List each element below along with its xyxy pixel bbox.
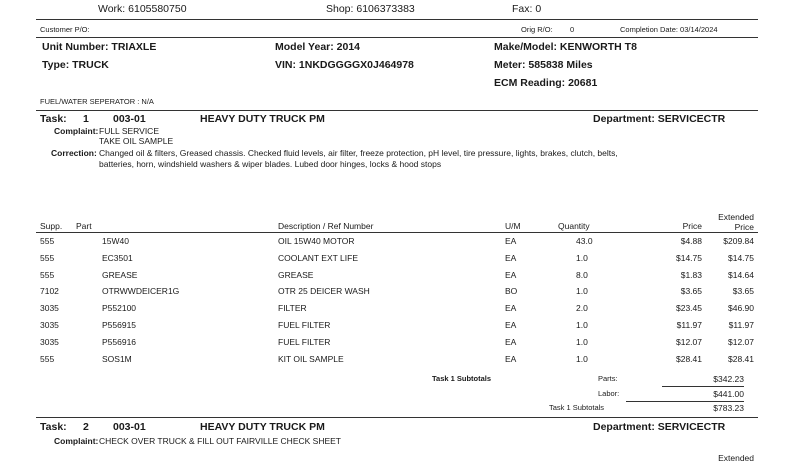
cell-extended-price: $28.41 [728,353,754,364]
labor-label: Labor: [598,389,620,398]
divider [36,19,758,20]
cell-part: P556916 [102,336,137,347]
parts-label: Parts: [598,374,618,383]
meter-reading: Meter: 585838 Miles [494,59,593,71]
task-code: 003-01 [113,113,146,125]
fuel-separator: FUEL/WATER SEPERATOR : N/A [40,97,154,106]
work-phone: Work: 6105580750 [98,3,187,15]
cell-extended-price: $11.97 [728,320,754,330]
complaint-label: Complaint: [54,436,99,446]
unit-number: Unit Number: TRIAXLE [42,41,157,53]
unit-type: Type: TRUCK [42,59,109,71]
make-model: Make/Model: KENWORTH T8 [494,41,637,53]
customer-po-label: Customer P/O: [40,25,90,34]
cell-description: KIT OIL SAMPLE [278,353,344,364]
subtotals-label: Task 1 Subtotals [432,374,492,383]
cell-part: P552100 [102,303,137,314]
task-label: Task: [40,113,67,125]
cell-quantity: 1.0 [576,320,588,330]
cell-part: OTRWWDEICER1G [102,286,180,297]
cell-quantity: 8.0 [576,269,588,280]
cell-um: EA [505,320,517,330]
cell-quantity: 1.0 [576,286,588,297]
table-row [0,337,798,351]
cell-price: $28.41 [676,353,702,364]
table-row [0,303,798,317]
cell-description: FUEL FILTER [278,336,331,347]
labor-subtotal: $441.00 [713,389,744,399]
cell-part: P556915 [102,320,137,330]
cell-supp: 3035 [40,303,59,314]
complaint-text: CHECK OVER TRUCK & FILL OUT FAIRVILLE CHECK SHEET [99,436,341,446]
complaint-text: FULL SERVICE [99,126,159,136]
col-quantity: Quantity [558,221,590,231]
cell-um: EA [505,236,517,246]
vin: VIN: 1NKDGGGGX0J464978 [275,59,414,71]
col-extended: Extended [718,453,754,463]
cell-supp: 555 [40,353,55,364]
cell-supp: 555 [40,236,55,246]
cell-extended-price: $14.64 [728,269,754,280]
col-extended-price: Price [734,222,754,232]
divider [36,232,758,233]
task-label: Task: [40,421,67,433]
table-row [0,270,798,284]
cell-um: EA [505,353,517,364]
shop-phone: Shop: 6106373383 [326,3,415,15]
cell-part: EC3501 [102,252,133,263]
cell-price: $3.65 [680,286,702,297]
cell-description: FUEL FILTER [278,320,331,330]
task-code: 003-01 [113,421,146,433]
cell-extended-price: $3.65 [732,286,754,297]
col-part: Part [76,221,92,231]
col-supp: Supp. [40,221,63,231]
divider [36,417,758,418]
cell-supp: 555 [40,252,55,263]
cell-um: EA [505,303,517,314]
cell-supp: 3035 [40,320,59,330]
cell-part: SOS1M [102,353,132,364]
cell-description: GREASE [278,269,314,280]
cell-supp: 555 [40,269,55,280]
table-row [0,354,798,368]
cell-extended-price: $14.75 [728,252,754,263]
completion-date: Completion Date: 03/14/2024 [620,25,718,34]
cell-description: FILTER [278,303,307,314]
department: Department: SERVICECTR [593,421,726,433]
cell-um: BO [505,286,518,297]
divider [662,386,744,387]
cell-quantity: 43.0 [576,236,593,246]
cell-quantity: 1.0 [576,252,588,263]
cell-quantity: 2.0 [576,303,588,314]
cell-part: 15W40 [102,236,129,246]
cell-um: EA [505,336,517,347]
task-subtotal-label: Task 1 Subtotals [549,403,605,412]
orig-ro-value: 0 [570,25,575,34]
col-price: Price [682,221,702,231]
divider [626,401,744,402]
cell-extended-price: $12.07 [728,336,754,347]
correction-text: Changed oil & filters, Greased chassis. Checked fluid levels, air filter, freeze protection, pH level, tire pressure, lights, brakes, clutch, belts, [99,148,618,158]
cell-supp: 7102 [40,286,59,297]
complaint-text: TAKE OIL SAMPLE [99,136,174,146]
cell-supp: 3035 [40,336,59,347]
cell-price: $12.07 [676,336,702,347]
cell-quantity: 1.0 [576,353,588,364]
table-row [0,286,798,300]
cell-price: $1.83 [680,269,702,280]
cell-description: OIL 15W40 MOTOR [278,236,355,246]
orig-ro-label: Orig R/O: [521,25,553,34]
cell-price: $14.75 [676,252,702,263]
table-row [0,236,798,250]
cell-um: EA [505,269,517,280]
cell-part: GREASE [102,269,138,280]
cell-quantity: 1.0 [576,336,588,347]
divider [36,110,758,111]
task-title: HEAVY DUTY TRUCK PM [200,113,325,125]
col-extended: Extended [718,212,754,222]
table-row [0,320,798,334]
complaint-label: Complaint: [54,126,99,136]
cell-description: OTR 25 DEICER WASH [278,286,370,297]
task-subtotal: $783.23 [713,403,744,413]
cell-um: EA [505,252,517,263]
col-description: Description / Ref Number [278,221,374,231]
cell-description: COOLANT EXT LIFE [278,252,358,263]
table-row [0,253,798,267]
col-um: U/M [505,221,521,231]
cell-extended-price: $46.90 [728,303,754,314]
ecm-reading: ECM Reading: 20681 [494,77,598,89]
department: Department: SERVICECTR [593,113,726,125]
correction-label: Correction: [51,148,97,158]
cell-price: $11.97 [676,320,702,330]
model-year: Model Year: 2014 [275,41,361,53]
parts-subtotal: $342.23 [713,374,744,384]
task-number: 1 [83,113,89,125]
task-title: HEAVY DUTY TRUCK PM [200,421,325,433]
task-number: 2 [83,421,89,433]
divider [36,37,758,38]
fax-number: Fax: 0 [512,3,542,15]
cell-price: $23.45 [676,303,702,314]
cell-extended-price: $209.84 [723,236,754,246]
cell-price: $4.88 [680,236,702,246]
correction-text: batteries, horn, windshield washers & wiper blades. Lubed door hinges, locks & hood stops [99,159,442,169]
